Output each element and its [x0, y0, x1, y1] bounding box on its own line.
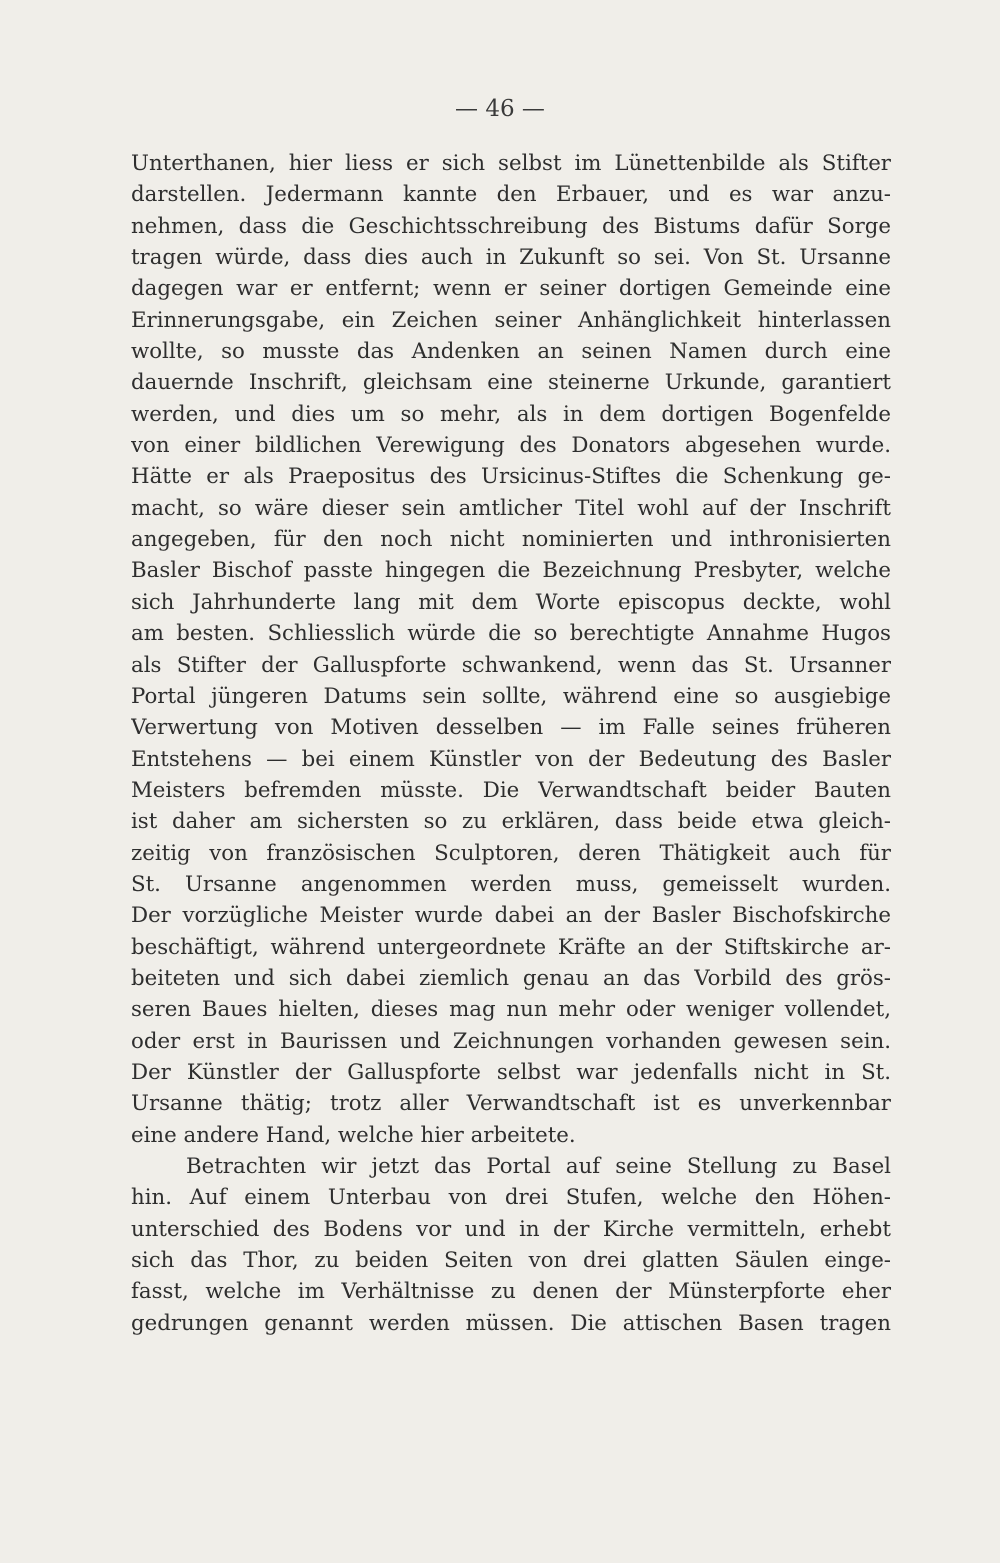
text-line: Der vorzügliche Meister wurde dabei an der Basler Bischofskirche: [131, 903, 891, 929]
text-line: Unterthanen, hier liess er sich selbst im Lünettenbilde als Stifter: [131, 151, 891, 176]
text-line: seren Baues hielten, dieses mag nun mehr oder weniger vollendet,: [131, 997, 891, 1023]
text-line: Hätte er als Praepositus des Ursicinus-Stiftes die Schenkung ge-: [131, 464, 891, 490]
text-line: beschäftigt, während untergeordnete Kräfte an der Stiftskirche ar-: [131, 934, 891, 960]
text-line: am besten. Schliesslich würde die so berechtigte Annahme Hugos: [131, 621, 891, 647]
text-line: eine andere Hand, welche hier arbeitete.: [131, 1122, 576, 1148]
text-line: Portal jüngeren Datums sein sollte, während eine so ausgiebige: [131, 683, 891, 709]
text-line: angegeben, für den noch nicht nominierten und inthronisierten: [131, 527, 891, 553]
page-number: — 46 —: [455, 96, 545, 122]
text-line: Entstehens — bei einem Künstler von der Bedeutung des Basler: [131, 746, 891, 772]
text-line: ist daher am sichersten so zu erklären, dass beide etwa gleich-: [131, 809, 891, 835]
text-line: Basler Bischof passte hingegen die Bezeichnung Presbyter, welche: [131, 558, 891, 584]
text-line: sich Jahrhunderte lang mit dem Worte episcopus deckte, wohl: [131, 589, 891, 615]
text-line: wollte, so musste das Andenken an seinen Namen durch eine: [131, 339, 891, 365]
text-line: dagegen war er entfernt; wenn er seiner dortigen Gemeinde eine: [131, 276, 891, 302]
text-line: darstellen. Jedermann kannte den Erbauer, und es war anzu-: [131, 182, 891, 208]
text-line: tragen würde, dass dies auch in Zukunft so sei. Von St. Ursanne: [131, 245, 891, 271]
text-line: als Stifter der Galluspforte schwankend, wenn das St. Ursanner: [131, 652, 891, 678]
text-line: dauernde Inschrift, gleichsam eine steinerne Urkunde, garantiert: [131, 370, 891, 396]
text-line: macht, so wäre dieser sein amtlicher Titel wohl auf der Inschrift: [131, 495, 891, 521]
text-line: Der Künstler der Galluspforte selbst war jedenfalls nicht in St.: [131, 1059, 891, 1085]
text-line: Erinnerungsgabe, ein Zeichen seiner Anhänglichkeit hinterlassen: [131, 307, 891, 333]
text-line: werden, und dies um so mehr, als in dem dortigen Bogenfelde: [131, 401, 891, 427]
text-line: Betrachten wir jetzt das Portal auf seine Stellung zu Basel: [186, 1154, 891, 1179]
text-line: Ursanne thätig; trotz aller Verwandtschaft ist es unverkennbar: [131, 1091, 891, 1117]
text-line: zeitig von französischen Sculptoren, deren Thätigkeit auch für: [131, 840, 891, 866]
text-line: hin. Auf einem Unterbau von drei Stufen, welche den Höhen-: [131, 1185, 891, 1211]
text-line: von einer bildlichen Verewigung des Donators abgesehen wurde.: [131, 433, 891, 459]
text-line: Meisters befremden müsste. Die Verwandtschaft beider Bauten: [131, 777, 891, 803]
text-line: sich das Thor, zu beiden Seiten von drei glatten Säulen einge-: [131, 1248, 891, 1274]
body-text: [131, 148, 891, 1339]
text-line: gedrungen genannt werden müssen. Die attischen Basen tragen: [131, 1310, 891, 1336]
text-line: unterschied des Bodens vor und in der Kirche vermitteln, erhebt: [131, 1216, 891, 1242]
text-line: fasst, welche im Verhältnisse zu denen der Münsterpforte eher: [131, 1279, 891, 1305]
text-line: oder erst in Baurissen und Zeichnungen vorhanden gewesen sein.: [131, 1028, 891, 1054]
text-line: Verwertung von Motiven desselben — im Falle seines früheren: [131, 715, 891, 741]
text-line: nehmen, dass die Geschichtsschreibung des Bistums dafür Sorge: [131, 213, 891, 239]
text-line: beiteten und sich dabei ziemlich genau an das Vorbild des grös-: [131, 965, 891, 991]
text-line: St. Ursanne angenommen werden muss, gemeisselt wurden.: [131, 871, 891, 897]
